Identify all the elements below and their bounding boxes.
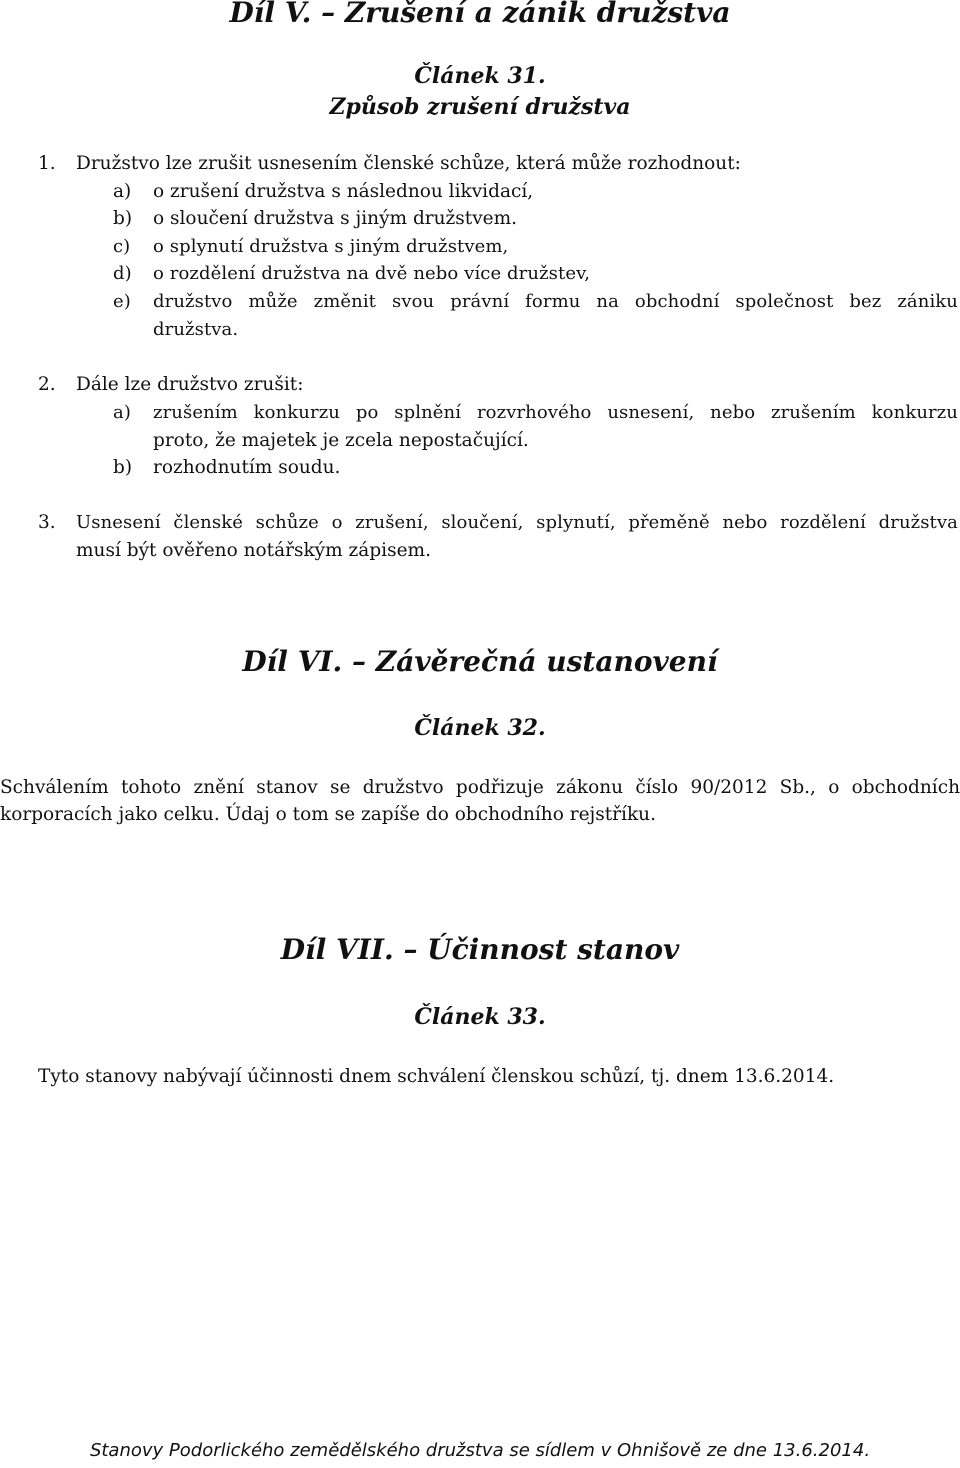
section3-text-cont: musí být ověřeno notářským zápisem. xyxy=(76,540,431,561)
s2-item-a-label: a) xyxy=(113,402,131,423)
s1-item-a-text: o zrušení družstva s následnou likvidací, xyxy=(153,181,534,202)
s1-item-c-text: o splynutí družstva s jiným družstvem, xyxy=(153,236,509,257)
s1-item-b-text: o sloučení družstva s jiným družstvem. xyxy=(153,208,518,229)
article33-text: Tyto stanovy nabývají účinnosti dnem schválení členskou schůzí, tj. dnem 13.6.2014. xyxy=(38,1066,835,1087)
article31-number: Článek 31. xyxy=(414,63,546,89)
article31-title: Způsob zrušení družstva xyxy=(329,94,631,120)
s1-item-e-text: družstvo může změnit svou právní formu na obchodní společnost bez zániku xyxy=(153,291,958,312)
s2-item-a-text: zrušením konkurzu po splnění rozvrhového usnesení, nebo zrušením konkurzu xyxy=(153,402,958,423)
s1-item-e-label: e) xyxy=(113,291,131,312)
section1-text: Družstvo lze zrušit usnesením členské schůze, která může rozhodnout: xyxy=(76,153,741,174)
s1-item-d-text: o rozdělení družstva na dvě nebo více družstev, xyxy=(153,263,591,284)
s1-item-e-text-cont: družstva. xyxy=(153,319,239,340)
part7-title: Díl VII. – Účinnost stanov xyxy=(280,933,680,966)
section1-number: 1. xyxy=(38,153,56,174)
s1-item-c-label: c) xyxy=(113,236,131,257)
article32-text-cont: korporacích jako celku. Údaj o tom se zapíše do obchodního rejstříku. xyxy=(0,804,656,825)
page-footer: Stanovy Podorlického zemědělského družstva se sídlem v Ohnišově ze dne 13.6.2014. xyxy=(89,1440,871,1461)
article33-number: Článek 33. xyxy=(414,1004,546,1030)
part6-title: Díl VI. – Závěrečná ustanovení xyxy=(242,645,718,678)
s1-item-b-label: b) xyxy=(113,208,133,229)
article32-text: Schválením tohoto znění stanov se družstvo podřizuje zákonu číslo 90/2012 Sb., o obchodních xyxy=(0,777,960,798)
s1-item-a-label: a) xyxy=(113,181,132,202)
part5-title: Díl V. – Zrušení a zánik družstva xyxy=(229,0,731,29)
section2-text: Dále lze družstvo zrušit: xyxy=(76,374,304,395)
s1-item-d-label: d) xyxy=(113,263,132,284)
section2-number: 2. xyxy=(38,374,56,395)
section3-text: Usnesení členské schůze o zrušení, sloučení, splynutí, přeměně nebo rozdělení družstva xyxy=(76,512,958,533)
article32-number: Článek 32. xyxy=(414,715,546,741)
s2-item-a-text-cont: proto, že majetek je zcela nepostačující. xyxy=(153,430,529,451)
s2-item-b-label: b) xyxy=(113,457,133,478)
s2-item-b-text: rozhodnutím soudu. xyxy=(153,457,341,478)
section3-number: 3. xyxy=(38,512,56,533)
